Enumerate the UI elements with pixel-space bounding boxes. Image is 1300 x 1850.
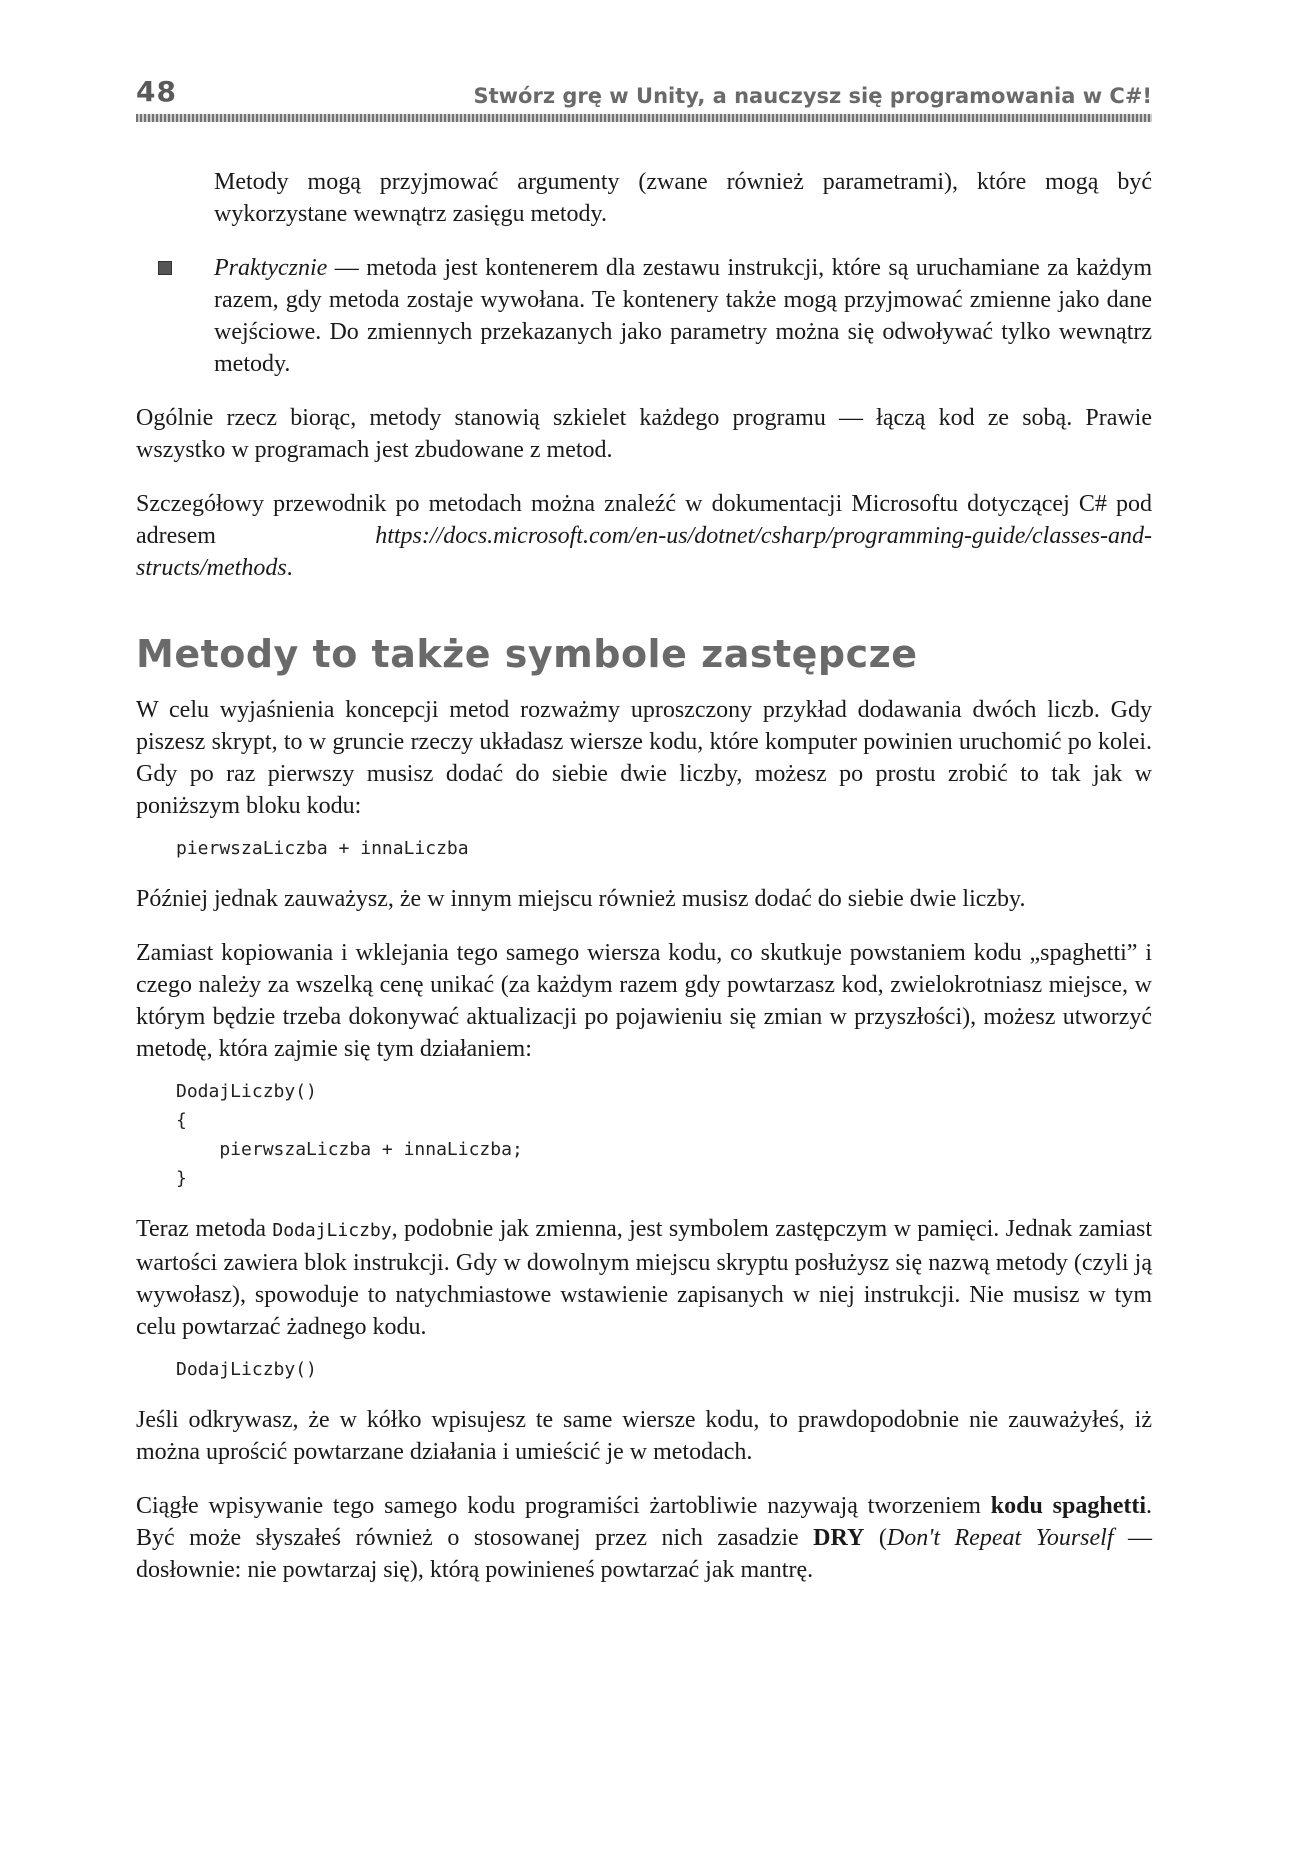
docs-end: . bbox=[286, 555, 293, 581]
bullet-text: — metoda jest kontenerem dla zestawu instrukcji, które są uruchamiane za każdym razem, gdy metoda zostaje wywołana. Te kontenery także mogą przyjmować zmienne jako dane wejściowe. Do zmiennych przekazanych jako parametry można się odwoływać tylko wewnątrz metody. bbox=[214, 255, 1152, 377]
dry-expansion: Don't Repeat Yourself bbox=[886, 1525, 1114, 1551]
paragraph-docs bbox=[136, 488, 1152, 584]
term-spaghetti: kodu spaghetti bbox=[990, 1493, 1146, 1519]
paragraph-4 bbox=[136, 1213, 1152, 1343]
header-rule bbox=[136, 114, 1152, 122]
code-block-1: pierwszaLiczba + innaLiczba bbox=[176, 838, 469, 859]
docs-text: Szczegółowy przewodnik po metodach można znaleźć w dokumentacji Microsoftu dotyczącej C# pod adresem bbox=[136, 491, 1152, 549]
intro-continuation: Metody mogą przyjmować argumenty (zwane również parametrami), które mogą być wykorzystane wewnątrz zasięgu metody. bbox=[214, 169, 1152, 227]
bullet-item-practical bbox=[214, 252, 1152, 380]
paragraph-6 bbox=[136, 1490, 1152, 1586]
paragraph-3: Zamiast kopiowania i wklejania tego samego wiersza kodu, co skutkuje powstaniem kodu „spaghetti” i czego należy za wszelką cenę unikać (za każdym razem gdy powtarzasz kod, zwielokrotniasz miejsce, w którym będzie trzeba dokonywać aktualizacji po pojawieniu się zmian w przyszłości), możesz utworzyć metodę, która zajmie się tym działaniem: bbox=[136, 940, 1152, 1062]
code-block-2: DodajLiczby() { pierwszaLiczba + innaLiczba; } bbox=[176, 1081, 523, 1189]
paragraph-5: Jeśli odkrywasz, że w kółko wpisujesz te same wiersze kodu, to prawdopodobnie nie zauważyłeś, iż można uprościć powtarzane działania i umieścić je w metodach. bbox=[136, 1407, 1152, 1465]
p4-rest: , podobnie jak zmienna, jest symbolem zastępczym w pamięci. Jednak zamiast wartości zawiera blok instrukcji. Gdy w dowolnym miejscu skryptu posłużysz się nazwą metody (czyli ją wywołasz), spowoduje to natychmiastowe wstawienie zapisanych w niej instrukcji. Nie musisz w tym celu powtarzać żadnego kodu. bbox=[136, 1216, 1152, 1340]
section-heading: Metody to także symbole zastępcze bbox=[136, 632, 918, 676]
p6-start: Ciągłe wpisywanie tego samego kodu programiści żartobliwie nazywają tworzeniem bbox=[136, 1493, 991, 1519]
page-content bbox=[136, 166, 1152, 1586]
square-bullet-icon bbox=[158, 261, 172, 275]
book-page bbox=[136, 64, 1152, 1608]
running-title: Stwórz grę w Unity, a nauczysz się programowania w C#! bbox=[473, 84, 1152, 108]
running-header bbox=[136, 64, 1152, 108]
paragraph-2: Później jednak zauważysz, że w innym miejscu również musisz dodać do siebie dwie liczby. bbox=[136, 886, 1026, 912]
paragraph-general: Ogólnie rzecz biorąc, metody stanowią szkielet każdego programu — łączą kod ze sobą. Prawie wszystko w programach jest zbudowane z metod. bbox=[136, 405, 1152, 463]
page-number: 48 bbox=[136, 75, 177, 108]
bullet-term: Praktycznie bbox=[214, 255, 328, 281]
code-block-3: DodajLiczby() bbox=[176, 1359, 317, 1380]
paragraph-1: W celu wyjaśnienia koncepcji metod rozważmy uproszczony przykład dodawania dwóch liczb. Gdy piszesz skrypt, to w gruncie rzeczy układasz wiersze kodu, które komputer powinien uruchomić po kolei. Gdy po raz pierwszy musisz dodać do siebie dwie liczby, możesz po prostu zrobić to tak jak w poniższym bloku kodu: bbox=[136, 697, 1152, 819]
p6-end: — dosłownie: nie powtarzaj się), którą powinieneś powtarzać jak mantrę. bbox=[136, 1525, 1153, 1583]
p6-middle: . Być może słyszałeś również o stosowanej przez nich zasadzie bbox=[136, 1493, 1152, 1551]
p4-start: Teraz metoda bbox=[136, 1216, 273, 1242]
docs-link[interactable]: https://docs.microsoft.com/en-us/dotnet/csharp/programming-guide/classes-and-structs/methods bbox=[136, 523, 1152, 581]
p6-paren: ( bbox=[864, 1525, 887, 1551]
inline-code-dodaj: DodajLiczby bbox=[272, 1220, 392, 1241]
term-dry: DRY bbox=[813, 1525, 865, 1551]
